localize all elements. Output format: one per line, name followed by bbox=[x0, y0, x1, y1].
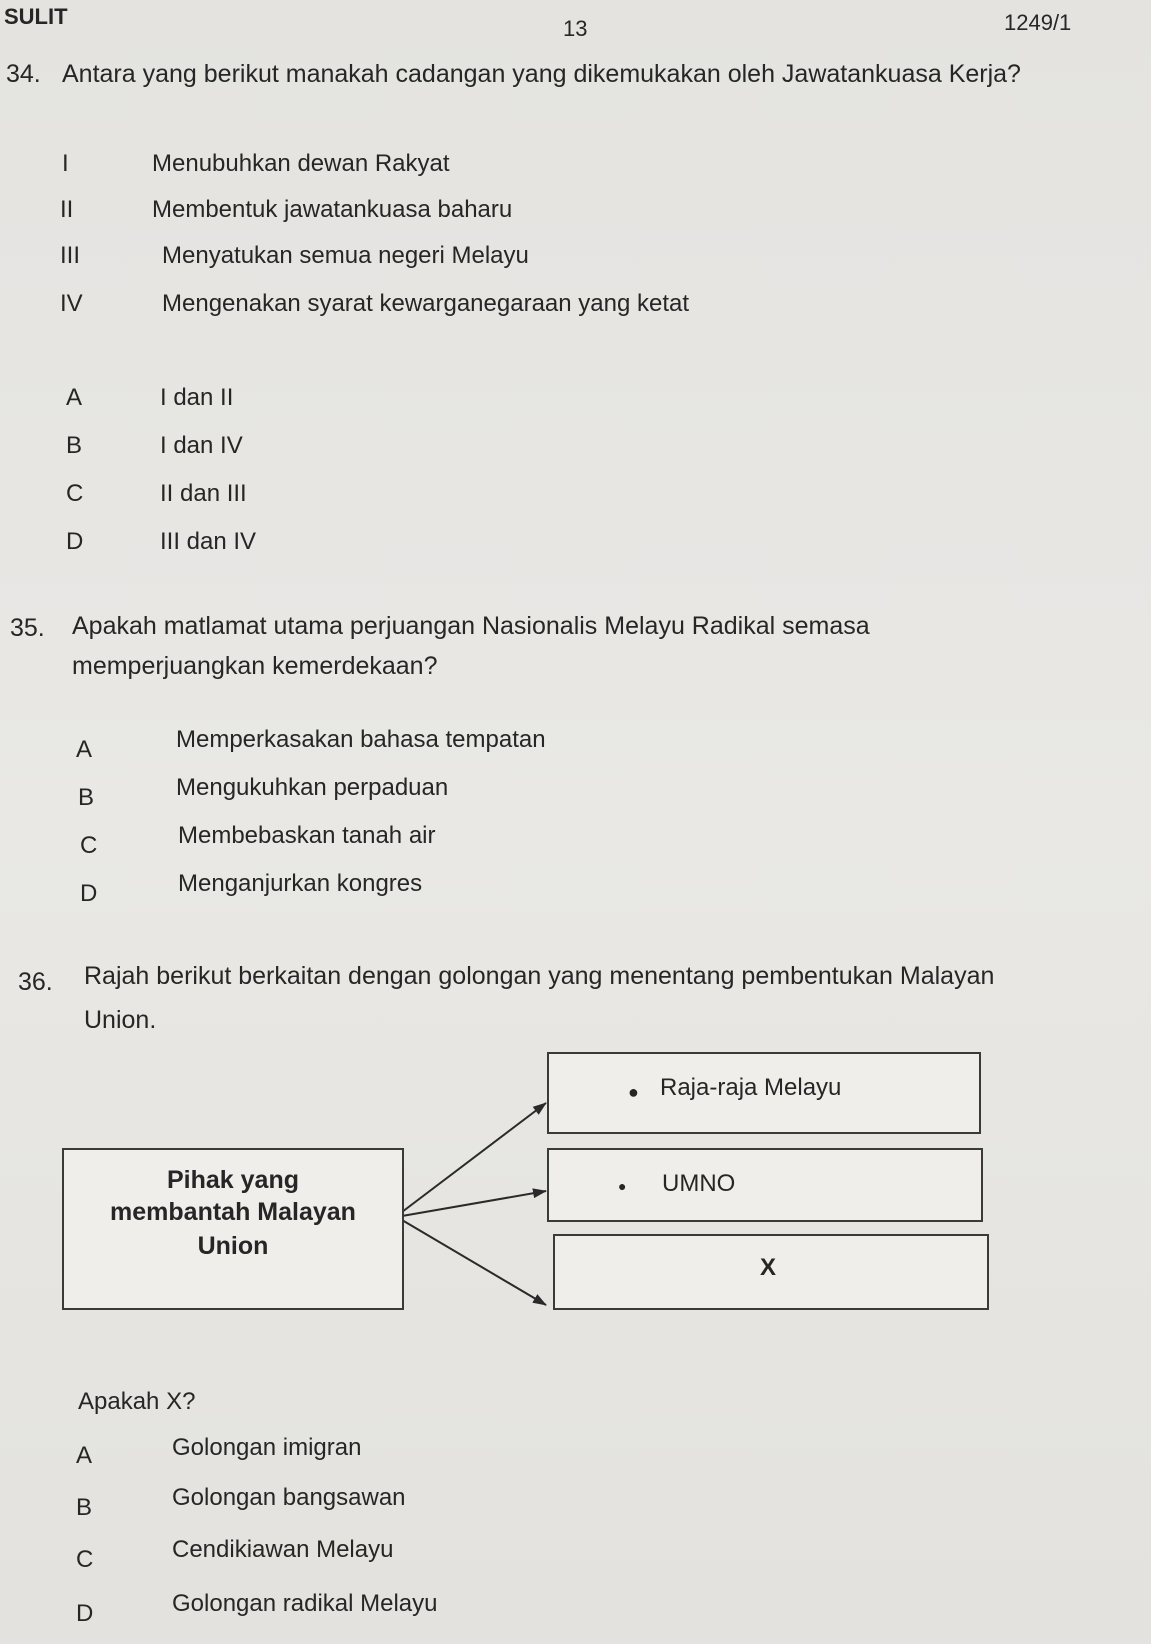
source-line-2: membantah Malayan bbox=[110, 1198, 356, 1226]
option-letter: A bbox=[66, 384, 83, 411]
source-line-1: Pihak yang bbox=[167, 1166, 299, 1194]
option-text: Golongan bangsawan bbox=[172, 1484, 406, 1511]
option-text: III dan IV bbox=[160, 528, 257, 555]
option-letter: B bbox=[78, 784, 95, 811]
option-text: Membebaskan tanah air bbox=[178, 822, 436, 849]
option-text: Golongan radikal Melayu bbox=[172, 1590, 438, 1617]
option-letter: D bbox=[80, 880, 98, 907]
option-text: I dan IV bbox=[160, 432, 243, 459]
sub-question: Apakah X? bbox=[78, 1388, 196, 1415]
bullet-icon: ● bbox=[628, 1082, 639, 1102]
option-letter: B bbox=[66, 432, 83, 459]
question-stem-line-1: Rajah berikut berkaitan dengan golongan yang menentang pembentukan Malayan bbox=[84, 962, 995, 990]
question-number: 35. bbox=[10, 614, 45, 642]
question-stem-line-2: memperjuangkan kemerdekaan? bbox=[72, 652, 438, 680]
statement-text: Membentuk jawatankuasa baharu bbox=[152, 196, 513, 223]
option-text: Cendikiawan Melayu bbox=[172, 1536, 394, 1563]
question-number: 34. bbox=[6, 60, 41, 88]
option-text: I dan II bbox=[160, 384, 234, 411]
statement-numeral: II bbox=[60, 196, 74, 223]
page-number: 13 bbox=[563, 16, 588, 41]
option-text: Golongan imigran bbox=[172, 1434, 362, 1461]
option-letter: C bbox=[76, 1546, 94, 1573]
bullet-icon: ● bbox=[618, 1178, 627, 1194]
option-letter: D bbox=[76, 1600, 94, 1627]
option-letter: D bbox=[66, 528, 84, 555]
statement-numeral: I bbox=[62, 150, 69, 177]
option-letter: B bbox=[76, 1494, 93, 1521]
option-text: Menganjurkan kongres bbox=[178, 870, 423, 897]
option-letter: C bbox=[66, 480, 84, 507]
target-text-x: X bbox=[760, 1254, 777, 1281]
question-number: 36. bbox=[18, 968, 53, 996]
target-text-umno: UMNO bbox=[662, 1170, 736, 1197]
option-text: II dan III bbox=[160, 480, 247, 507]
statement-numeral: IV bbox=[60, 290, 83, 317]
header-sulit: SULIT bbox=[4, 4, 68, 29]
source-line-3: Union bbox=[197, 1232, 269, 1260]
statement-text: Menyatukan semua negeri Melayu bbox=[162, 242, 529, 269]
paper-code: 1249/1 bbox=[1004, 10, 1072, 35]
question-stem-line-1: Apakah matlamat utama perjuangan Nasionalis Melayu Radikal semasa bbox=[72, 612, 870, 640]
question-stem: Antara yang berikut manakah cadangan yang dikemukakan oleh Jawatankuasa Kerja? bbox=[62, 60, 1021, 88]
option-letter: A bbox=[76, 736, 93, 763]
question-stem-line-2: Union. bbox=[84, 1006, 157, 1034]
statement-text: Mengenakan syarat kewarganegaraan yang ketat bbox=[162, 290, 690, 317]
statement-text: Menubuhkan dewan Rakyat bbox=[152, 150, 450, 177]
option-letter: A bbox=[76, 1442, 93, 1469]
option-text: Mengukuhkan perpaduan bbox=[176, 774, 449, 801]
target-text-raja: Raja-raja Melayu bbox=[660, 1074, 842, 1101]
target-box-umno bbox=[547, 1148, 983, 1222]
arrow-to-x bbox=[402, 1220, 546, 1305]
option-letter: C bbox=[80, 832, 98, 859]
option-text: Memperkasakan bahasa tempatan bbox=[176, 726, 546, 753]
statement-numeral: III bbox=[60, 242, 81, 269]
